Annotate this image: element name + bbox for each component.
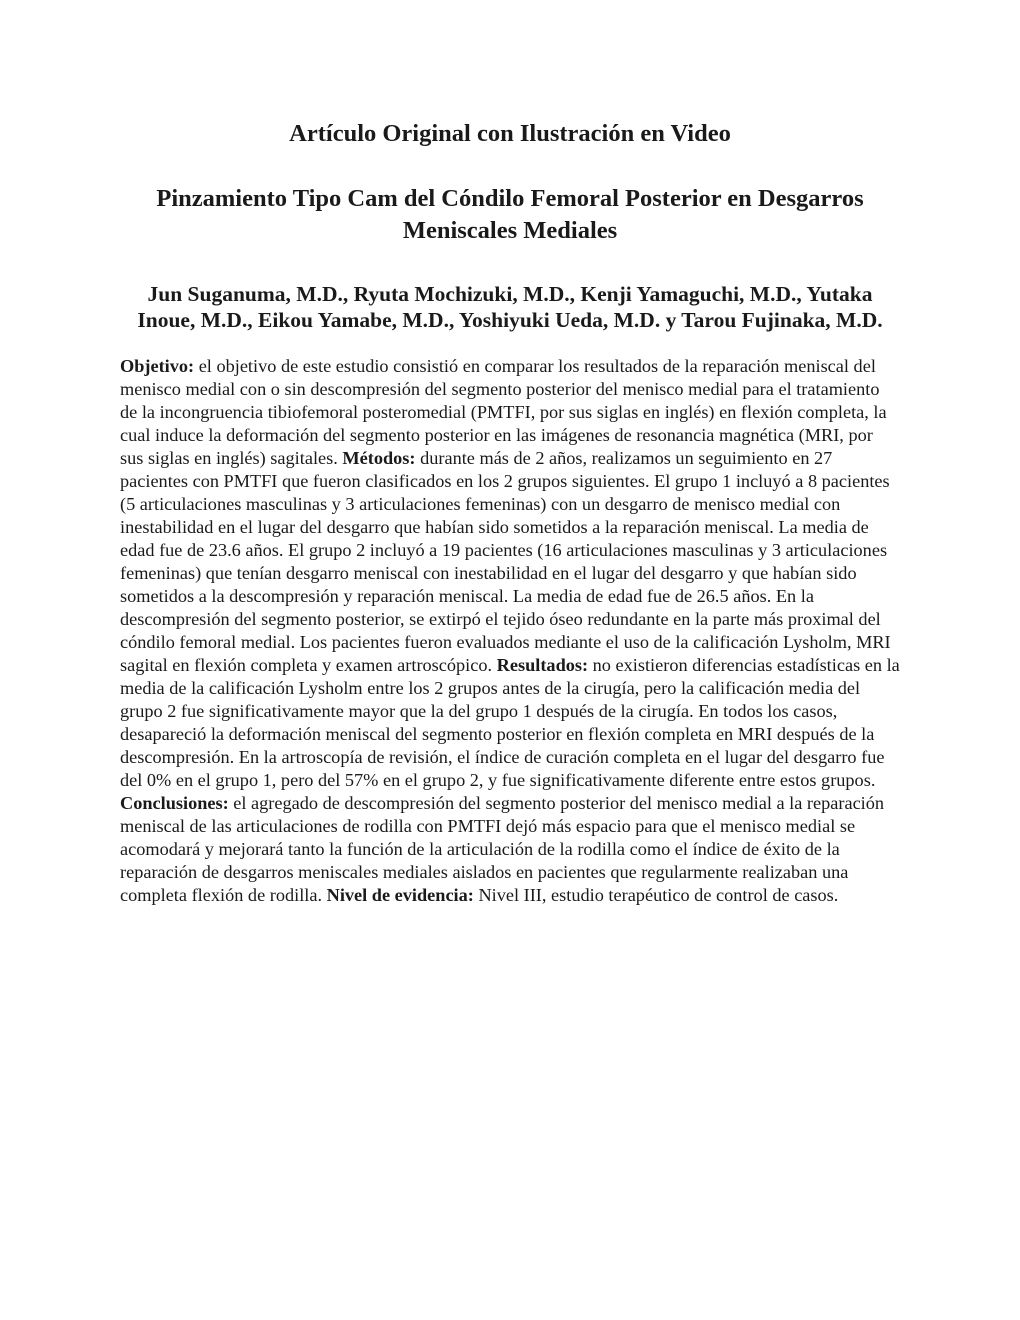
nivel-evidencia-label: Nivel de evidencia: [326, 885, 474, 905]
objetivo-label: Objetivo: [120, 356, 195, 376]
abstract [120, 355, 900, 907]
conclusiones-text: el agregado de descompresión del segmento posterior del menisco medial a la reparación meniscal de las articulaciones de rodilla con PMTFI dejó más espacio para que el menisco medial se acomodará y mejorará tanto la función de la articulación de la rodilla como el índice de éxito de la reparación de desgarros meniscales mediales aislados en pacientes que regularmente realizaban una completa flexión de rodilla. [120, 793, 885, 905]
metodos-text: durante más de 2 años, realizamos un seguimiento en 27 pacientes con PMTFI que fueron clasificados en los 2 grupos siguientes. El grupo 1 incluyó a 8 pacientes (5 articulaciones masculinas y 3 articulaciones femeninas) con un desgarro de menisco medial con inestabilidad en el lugar del desgarro que habían sido sometidos a la reparación meniscal. La media de edad fue de 23.6 años. El grupo 2 incluyó a 19 pacientes (16 articulaciones masculinas y 3 articulaciones femeninas) que tenían desgarro meniscal con inestabilidad en el lugar del desgarro y que habían sido sometidos a la descompresión y reparación meniscal. La media de edad fue de 26.5 años. En la descompresión del segmento posterior, se extirpó el tejido óseo redundante en la parte más proximal del cóndilo femoral medial. Los pacientes fueron evaluados mediante el uso de la calificación Lysholm, MRI sagital en flexión completa y examen artroscópico. [120, 448, 891, 675]
resultados-label: Resultados: [496, 655, 589, 675]
objetivo-text: el objetivo de este estudio consistió en comparar los resultados de la reparación meniscal del menisco medial con o sin descompresión del segmento posterior del menisco medial para el tratamiento de la incongruencia tibiofemoral posteromedial (PMTFI, por sus siglas en inglés) en flexión completa, la cual induce la deformación del segmento posterior en las imágenes de resonancia magnética (MRI, por sus siglas en inglés) sagitales. [120, 356, 887, 468]
conclusiones-label: Conclusiones: [120, 793, 229, 813]
section-label: Artículo Original con Ilustración en Video [289, 120, 731, 147]
article-title: Pinzamiento Tipo Cam del Cóndilo Femoral Posterior en Desgarros Meniscales Mediales [156, 185, 864, 244]
resultados-text: no existieron diferencias estadísticas en la media de la calificación Lysholm entre los 2 grupos antes de la cirugía, pero la calificación media del grupo 2 fue significativamente mayor que la del grupo 1 después de la cirugía. En todos los casos, desapareció la deformación meniscal del segmento posterior en flexión completa en MRI después de la descompresión. En la artroscopía de revisión, el índice de curación completa en el lugar del desgarro fue del 0% en el grupo 1, pero del 57% en el grupo 2, y fue significativamente diferente entre estos grupos. [120, 655, 900, 790]
nivel-evidencia-text: Nivel III, estudio terapéutico de control de casos. [473, 885, 839, 905]
metodos-label: Métodos: [342, 448, 416, 468]
document-page [120, 118, 900, 907]
authors: Jun Suganuma, M.D., Ryuta Mochizuki, M.D., Kenji Yamaguchi, M.D., Yutaka Inoue, M.D., Eikou Yamabe, M.D., Yoshiyuki Ueda, M.D. y Tarou Fujinaka, M.D. [137, 282, 883, 332]
